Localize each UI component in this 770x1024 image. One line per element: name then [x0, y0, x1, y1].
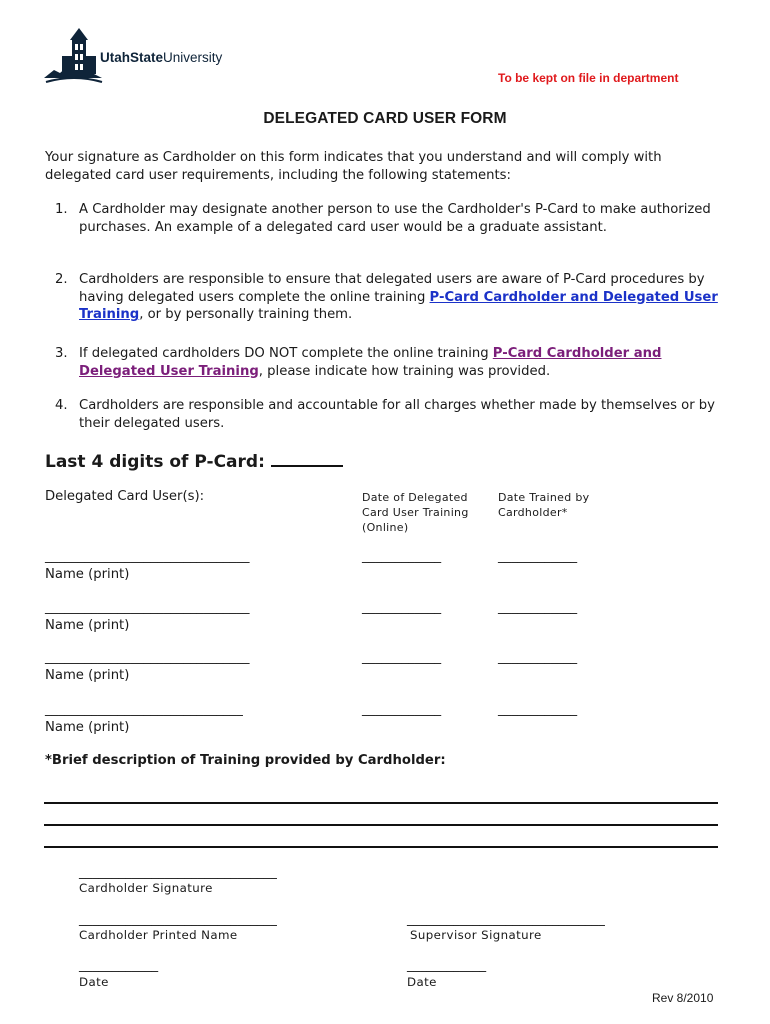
date-online-line[interactable]: ____________ [362, 650, 442, 665]
cardholder-date-line[interactable]: ____________ [79, 958, 159, 973]
name-print-label: Name (print) [45, 618, 130, 633]
list-text: Cardholders are responsible to ensure that delegated users are aware of P-Card procedures by having delegated users complete the online training [79, 272, 705, 305]
keep-on-file-note: To be kept on file in department [498, 71, 679, 85]
cardholder-printed-label: Cardholder Printed Name [79, 928, 238, 942]
date-trained-line[interactable]: ____________ [498, 600, 578, 615]
list-text: , or by personally training them. [139, 307, 353, 322]
supervisor-date-line[interactable]: ____________ [407, 958, 487, 973]
list-text: A Cardholder may designate another person to use the Cardholder's P-Card to make authorized purchases. An example of a delegated card user would be a graduate assistant. [79, 202, 711, 235]
date-online-line[interactable]: ____________ [362, 549, 442, 564]
list-item [55, 345, 725, 380]
delegated-users-label: Delegated Card User(s): [45, 489, 205, 504]
description-line[interactable] [44, 846, 718, 848]
column-header-online: Date of Delegated Card User Training (Online) [362, 491, 469, 534]
name-line[interactable]: _______________________________ [45, 650, 250, 665]
list-item [55, 397, 725, 432]
date-trained-line[interactable]: ____________ [498, 650, 578, 665]
last4-label: Last 4 digits of P-Card: [45, 452, 265, 472]
last4-blank[interactable] [271, 451, 343, 467]
name-line[interactable]: _______________________________ [45, 600, 250, 615]
usu-logo [44, 26, 244, 86]
date-trained-line[interactable]: ____________ [498, 549, 578, 564]
name-print-label: Name (print) [45, 567, 130, 582]
supervisor-signature-line[interactable]: ______________________________ [407, 912, 605, 927]
name-print-label: Name (print) [45, 720, 130, 735]
intro-paragraph: Your signature as Cardholder on this form indicates that you understand and will comply with delegated card user requirements, including the following statements: [45, 150, 662, 183]
list-number: 1. [55, 202, 68, 217]
form-title: DELEGATED CARD USER FORM [263, 110, 507, 127]
column-header-trained: Date Trained by Cardholder* [498, 491, 590, 519]
training-link[interactable]: P-Card Cardholder and Delegated User Training [79, 289, 718, 322]
list-number: 4. [55, 398, 68, 413]
list-text: Cardholders are responsible and accountable for all charges whether made by themselves or by their delegated users. [79, 398, 715, 431]
name-line[interactable]: _______________________________ [45, 549, 250, 564]
university-building-icon [44, 26, 104, 84]
revision-note: Rev 8/2010 [652, 991, 714, 1005]
name-line[interactable]: ______________________________ [45, 702, 243, 717]
list-text: If delegated cardholders DO NOT complete the online training [79, 346, 493, 361]
cardholder-printed-line[interactable]: ______________________________ [79, 912, 277, 927]
cardholder-signature-label: Cardholder Signature [79, 881, 213, 895]
cardholder-date-label: Date [79, 975, 109, 989]
cardholder-signature-line[interactable]: ______________________________ [79, 865, 277, 880]
training-link-visited[interactable]: P-Card Cardholder and Delegated User Training [79, 346, 662, 379]
last4-digits-field[interactable] [45, 451, 343, 472]
list-text: , please indicate how training was provided. [258, 363, 551, 379]
name-print-label: Name (print) [45, 668, 130, 683]
date-trained-line[interactable]: ____________ [498, 702, 578, 717]
list-item [55, 271, 725, 324]
date-online-line[interactable]: ____________ [362, 600, 442, 615]
logo-wordmark: UtahStateUniversity [100, 50, 223, 65]
list-number: 3. [55, 346, 68, 361]
description-line[interactable] [44, 802, 718, 804]
description-line[interactable] [44, 824, 718, 826]
supervisor-signature-label: Supervisor Signature [410, 928, 542, 942]
list-item [55, 201, 725, 236]
supervisor-date-label: Date [407, 975, 437, 989]
brief-description-label: *Brief description of Training provided by Cardholder: [45, 753, 446, 768]
date-online-line[interactable]: ____________ [362, 702, 442, 717]
list-number: 2. [55, 272, 68, 287]
